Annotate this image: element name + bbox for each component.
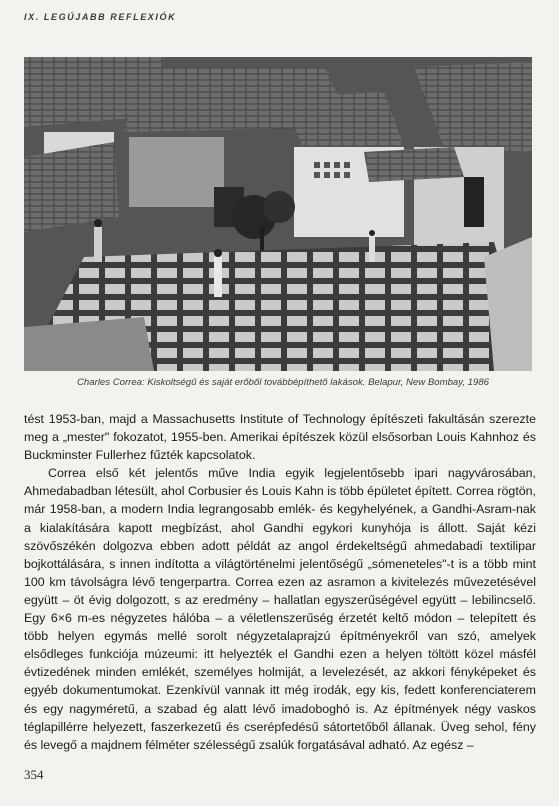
body-text bbox=[24, 410, 536, 754]
page-number: 354 bbox=[24, 767, 44, 782]
paragraph: tést 1953-ban, majd a Massachusetts Institute of Technology építészeti fakultásán szerezte meg a „mester" fokozatot, 1955-ben. Amerikai építészek közül elsősorban Louis Kahnhoz és Buckminster Fullerhez fűzték kapcsolatok. bbox=[24, 412, 536, 463]
housing-photo-illustration bbox=[24, 57, 532, 371]
figure-caption: Charles Correa: Kiskoltségű és saját erőből továbbépíthető lakások. Belapur, New Bombay, 1986 bbox=[76, 377, 490, 388]
paragraph: Correa első két jelentős műve India egyik legjelentősebb ipari nagyvárosában, Ahmedabadban létesült, ahol Corbusier és Louis Kahn is több épületet épített. Correa rögtön, már 1958-ban, a modern India legrangosabb emlék- és kegyhelyének, a Gandhi-Asram-nak a kialakítására kapott megbízást, ahol Gandhi egykori kunyhója is állott. Saját kézi szövőszékén dolgozva ebben adott példát az angol érdekeltségű ahmedabadi textilipar bojkottálására, s innen indította a világtörténelmi jelentőségű „sómeneteles"-t is a több mint 100 km távolságra lévő tengerpartra. Correa ezen az asramon a kivitelezés művezetésével együtt – öt évig dolgozott, s az eredmény – hallatlan egyszerűségével együtt – lebilincselő. Egy 6×6 m-es négyzetes hálóba – a véletlenszerűség érzetét keltő módon – telepített és több helyen egymás mellé sorolt négyzetalaprajzú építményekről van szó, amelyek elsődleges funkciója múzeumi: itt helyezték el Gandhi ezen a helyen töltött közel másfél évtizedének minden emlékét, személyes holmiját, a levelezését, az akkori fényképeket és egyéb dokumentumokat. Ezenkívül vannak itt még irodák, egy kis, fedett konferenciaterem és egy nagyméretű, a szabad ég alatt lévő imadoboghó is. Az építmények négy vaskos téglapillérre helyezett, faszerkezetű és cserépfedésű sátortetőből állanak. Üveg sehol, fény és levegő a majdnem félméter szélességű zsalúk forgatásával adható. Az egész – bbox=[24, 466, 536, 752]
housing-photo bbox=[24, 57, 532, 371]
running-head: IX. LEGÚJABB REFLEXIÓK bbox=[24, 12, 177, 22]
